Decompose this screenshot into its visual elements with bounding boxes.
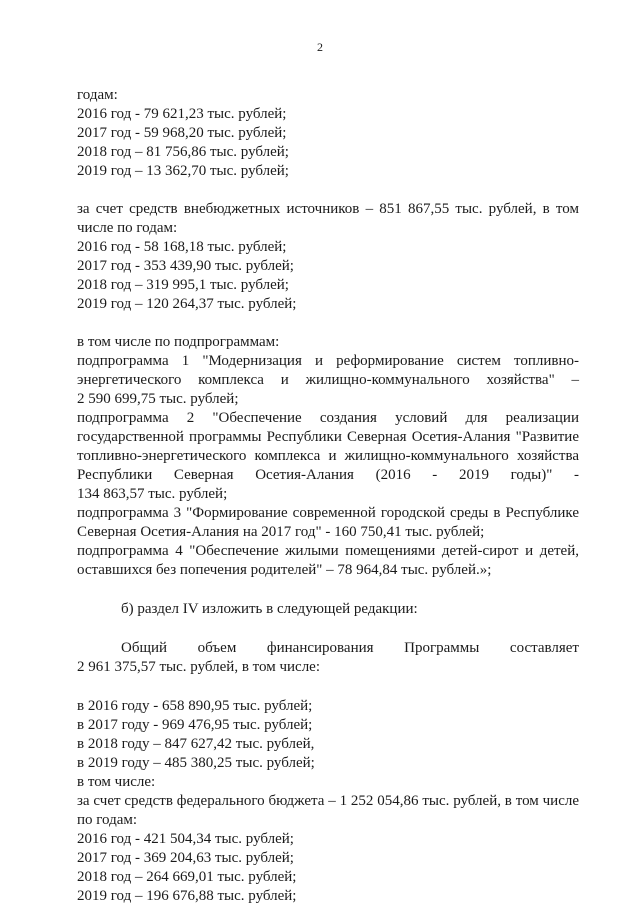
text-line: подпрограмма 1 "Модернизация и реформирование систем топливно-: [77, 353, 579, 369]
total-funding-block: [77, 639, 579, 677]
text-line: государственной программы Республики Северная Осетия-Алания "Развитие: [77, 429, 579, 445]
text-line: подпрограмма 2 "Обеспечение создания условий для реализации: [77, 410, 579, 426]
text-line: подпрограмма 4 "Обеспечение жилыми помещениями детей-сирот и детей,: [77, 543, 579, 559]
text-line: 2018 год – 81 756,86 тыс. рублей;: [77, 144, 289, 160]
text-line: 2017 год - 59 968,20 тыс. рублей;: [77, 125, 287, 141]
text-line: Республики Северная Осетия-Алания (2016 - 2019 годы)" -: [77, 467, 579, 483]
text-line: в 2019 году – 485 380,25 тыс. рублей;: [77, 755, 315, 771]
text-line: 2019 год – 196 676,88 тыс. рублей;: [77, 888, 297, 904]
text-line: по годам:: [77, 812, 138, 828]
text-line: за счет средств федерального бюджета – 1 252 054,86 тыс. рублей, в том числе: [77, 793, 579, 809]
annual-funding-block: [77, 697, 579, 906]
funding-years-block: [77, 86, 579, 181]
text-line: 2018 год – 264 669,01 тыс. рублей;: [77, 869, 297, 885]
text-line: 2016 год - 421 504,34 тыс. рублей;: [77, 831, 294, 847]
text-line: 2017 год - 369 204,63 тыс. рублей;: [77, 850, 294, 866]
document-body: [77, 86, 579, 906]
text-line: в 2016 году - 658 890,95 тыс. рублей;: [77, 698, 313, 714]
text-line: 2017 год - 353 439,90 тыс. рублей;: [77, 258, 294, 274]
subprograms-block: [77, 333, 579, 580]
text-line: оставшихся без попечения родителей" – 78 964,84 тыс. рублей.»;: [77, 562, 492, 578]
text-line: 2019 год – 120 264,37 тыс. рублей;: [77, 296, 297, 312]
text-line: 2 961 375,57 тыс. рублей, в том числе:: [77, 659, 321, 675]
text-line: в том числе:: [77, 774, 156, 790]
text-line: 2016 год - 79 621,23 тыс. рублей;: [77, 106, 287, 122]
text-line: топливно-энергетического комплекса и жилищно-коммунального хозяйства: [77, 448, 579, 464]
text-line: 2019 год – 13 362,70 тыс. рублей;: [77, 163, 289, 179]
text-line: Общий объем финансирования Программы составляет: [121, 640, 579, 656]
text-line: числе по годам:: [77, 220, 178, 236]
text-line: б) раздел IV изложить в следующей редакции:: [121, 601, 418, 617]
text-line: Северная Осетия-Алания на 2017 год" - 160 750,41 тыс. рублей;: [77, 524, 485, 540]
text-line: в том числе по подпрограммам:: [77, 334, 280, 350]
text-line: 134 863,57 тыс. рублей;: [77, 486, 228, 502]
text-line: подпрограмма 3 "Формирование современной городской среды в Республике: [77, 505, 579, 521]
text-line: энергетического комплекса и жилищно-коммунального хозяйства" –: [77, 372, 579, 388]
page-number: 2: [317, 40, 323, 54]
text-line: в 2017 году - 969 476,95 тыс. рублей;: [77, 717, 313, 733]
text-line: в 2018 году – 847 627,42 тыс. рублей,: [77, 736, 315, 752]
text-line: 2 590 699,75 тыс. рублей;: [77, 391, 239, 407]
text-line: 2016 год - 58 168,18 тыс. рублей;: [77, 239, 287, 255]
extrabudgetary-block: [77, 200, 579, 314]
text-line: 2018 год – 319 995,1 тыс. рублей;: [77, 277, 289, 293]
text-line: за счет средств внебюджетных источников – 851 867,55 тыс. рублей, в том: [77, 201, 579, 217]
section-change-block: [77, 600, 579, 619]
text-line: годам:: [77, 87, 118, 103]
